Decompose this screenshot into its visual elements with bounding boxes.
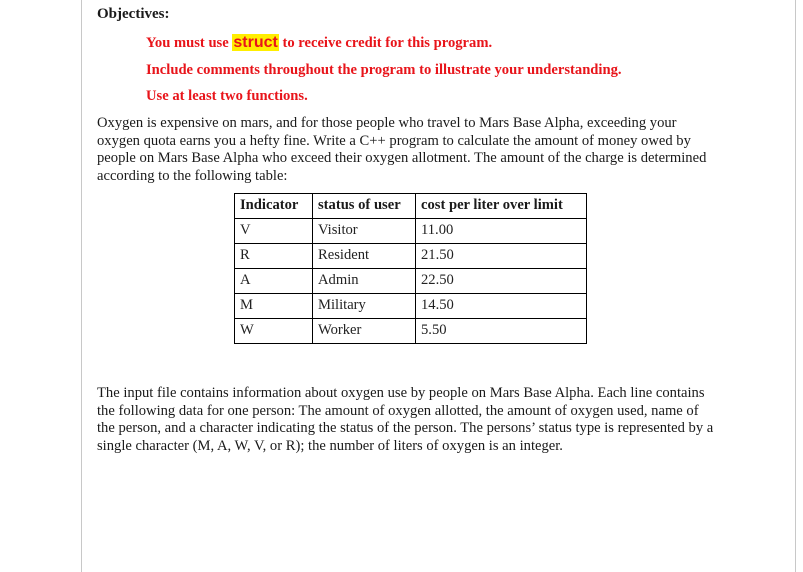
table-row	[235, 294, 587, 319]
cell-indicator: W	[235, 319, 313, 344]
cell-indicator: R	[235, 244, 313, 269]
header-cost: cost per liter over limit	[416, 194, 587, 219]
intro-paragraph: Oxygen is expensive on mars, and for those people who travel to Mars Base Alpha, exceeding your oxygen quota earns you a hefty fine. Write a C++ program to calculate the amount of money owed by people on Mars Base Alpha who exceed their oxygen allotment. The amount of the charge is determined according to the following table:	[97, 115, 707, 184]
table-header-row	[235, 194, 587, 219]
cell-indicator: M	[235, 294, 313, 319]
header-indicator: Indicator	[235, 194, 313, 219]
page-left-edge	[81, 0, 82, 572]
cell-status: Worker	[313, 319, 416, 344]
cell-cost: 5.50	[416, 319, 587, 344]
cell-cost: 14.50	[416, 294, 587, 319]
cell-status: Military	[313, 294, 416, 319]
struct-keyword-highlight: struct	[233, 34, 278, 51]
cell-cost: 22.50	[416, 269, 587, 294]
requirement-struct-suffix: to receive credit for this program.	[278, 35, 493, 51]
cell-cost: 11.00	[416, 219, 587, 244]
input-file-paragraph: The input file contains information about oxygen use by people on Mars Base Alpha. Each line contains the following data for one person: The amount of oxygen allotted, the amount of oxygen used, name of the person, and a character indicating the status of the person. The persons’ status type is represented by a single character (M, A, W, V, or R); the number of liters of oxygen is an integer.	[97, 385, 714, 454]
table-row	[235, 269, 587, 294]
table-row	[235, 244, 587, 269]
cell-status: Resident	[313, 244, 416, 269]
cell-status: Admin	[313, 269, 416, 294]
objectives-heading: Objectives:	[97, 6, 170, 22]
table-row	[235, 219, 587, 244]
page-right-edge	[795, 0, 796, 572]
header-status: status of user	[313, 194, 416, 219]
charge-table	[234, 193, 587, 344]
cell-status: Visitor	[313, 219, 416, 244]
requirement-comments: Include comments throughout the program to illustrate your understanding.	[146, 62, 622, 78]
requirement-struct	[146, 34, 492, 52]
requirement-functions: Use at least two functions.	[146, 88, 308, 104]
cell-indicator: A	[235, 269, 313, 294]
requirement-struct-prefix: You must use	[146, 35, 233, 51]
cell-cost: 21.50	[416, 244, 587, 269]
cell-indicator: V	[235, 219, 313, 244]
table-row	[235, 319, 587, 344]
